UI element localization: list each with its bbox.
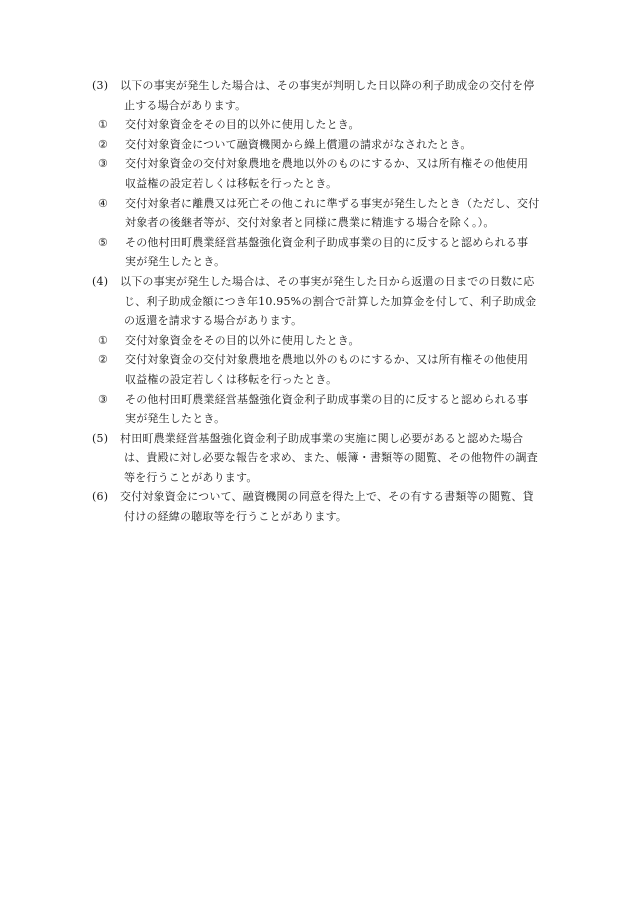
sub-number: ① xyxy=(98,118,109,132)
sub-item xyxy=(92,233,556,272)
text-line: その他村田町農業経営基盤強化資金利子助成事業の目的に反すると認められる事 xyxy=(125,235,529,249)
sub-number: ② xyxy=(98,137,109,151)
sub-number: ④ xyxy=(98,196,109,210)
sub-number: ⑤ xyxy=(98,235,109,249)
sub-item xyxy=(92,350,556,389)
text-line: 以下の事実が発生した場合は、その事実が判明した日以降の利子助成金の交付を停 xyxy=(120,79,535,92)
text-line: の返還を請求する場合があります。 xyxy=(124,314,303,328)
sub-number: ① xyxy=(98,333,109,347)
sub-item xyxy=(92,390,556,429)
text-line: じ、利子助成金額につき年10.95%の割合で計算した加算金を付して、利子助成金 xyxy=(124,294,537,308)
section-number: (4) xyxy=(92,274,109,288)
text-line: 交付対象資金について融資機関から繰上償還の請求がなされたとき。 xyxy=(125,137,472,151)
section-5 xyxy=(92,429,556,488)
section-number: (3) xyxy=(92,79,109,92)
text-line: 交付対象資金をその目的以外に使用したとき。 xyxy=(125,118,360,132)
section-number: (5) xyxy=(92,431,109,445)
text-line: 等を行うことがあります。 xyxy=(124,470,258,484)
section-text xyxy=(92,272,556,331)
sub-item xyxy=(92,135,556,155)
text-line: 付けの経緯の聴取等を行うことがあります。 xyxy=(124,510,348,524)
text-line: 対象者の後継者等が、交付対象者と同様に農業に精進する場合を除く。）。 xyxy=(125,216,495,230)
section-text xyxy=(92,487,556,526)
text-line: は、貴殿に対し必要な報告を求め、また、帳簿・書類等の閲覧、その他物件の調査 xyxy=(124,451,538,465)
section-6 xyxy=(92,487,556,526)
text-line: 交付対象資金について、融資機関の同意を得た上で、その有する書類等の閲覧、貸 xyxy=(120,490,534,504)
sub-number: ③ xyxy=(98,157,109,171)
section-number: (6) xyxy=(92,490,109,504)
text-line: 交付対象資金の交付対象農地を農地以外のものにするか、又は所有権その他使用 xyxy=(125,353,529,367)
section-4 xyxy=(92,272,556,331)
text-line: 交付対象者に離農又は死亡その他これに準ずる事実が発生したとき（ただし、交付 xyxy=(125,196,540,210)
text-line: 実が発生したとき。 xyxy=(125,255,226,269)
text-line: 以下の事実が発生した場合は、その事実が発生した日から返還の日までの日数に応 xyxy=(120,274,535,288)
sub-item xyxy=(92,115,556,135)
text-line: 交付対象資金の交付対象農地を農地以外のものにするか、又は所有権その他使用 xyxy=(125,157,529,171)
document-body xyxy=(92,76,556,527)
text-line: 止する場合があります。 xyxy=(124,98,247,112)
sub-number: ③ xyxy=(98,392,109,406)
text-line: 村田町農業経営基盤強化資金利子助成事業の実施に関し必要があると認めた場合 xyxy=(120,431,524,445)
section-text xyxy=(92,429,556,488)
sub-item xyxy=(92,154,556,193)
text-line: 実が発生したとき。 xyxy=(125,412,226,426)
text-line: その他村田町農業経営基盤強化資金利子助成事業の目的に反すると認められる事 xyxy=(125,392,529,406)
section-text xyxy=(92,76,556,115)
text-line: 収益権の設定若しくは移転を行ったとき。 xyxy=(125,372,338,386)
sub-item xyxy=(92,331,556,351)
section-3 xyxy=(92,76,556,115)
text-line: 収益権の設定若しくは移転を行ったとき。 xyxy=(125,176,338,190)
text-line: 交付対象資金をその目的以外に使用したとき。 xyxy=(125,333,360,347)
sub-number: ② xyxy=(98,353,109,367)
sub-item xyxy=(92,194,556,233)
